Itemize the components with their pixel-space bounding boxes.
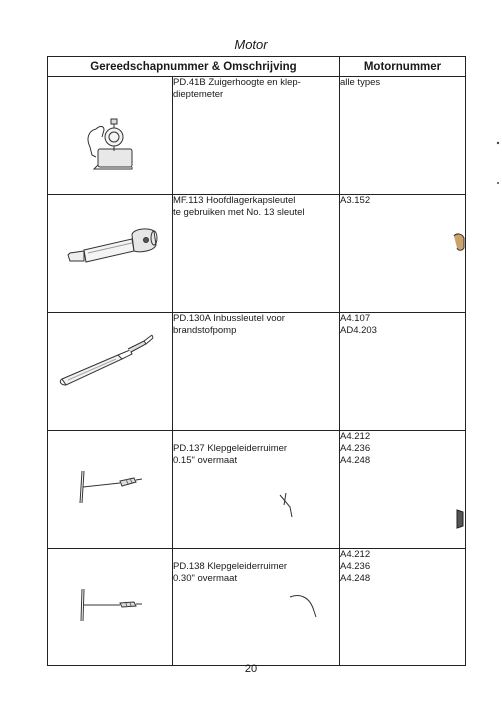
table-row: [48, 549, 466, 666]
table-header-row: [48, 57, 466, 77]
scan-speck: [495, 180, 501, 186]
tool-description: [173, 549, 340, 666]
scan-speck: [495, 140, 501, 146]
engine-numbers: A4.212 A4.236 A4.248: [340, 549, 466, 666]
table-row: [48, 195, 466, 313]
section-title: Motor: [234, 37, 268, 52]
tools-table: [47, 56, 466, 666]
page-number: 20: [244, 663, 258, 675]
piston-height-gauge-icon: [48, 77, 173, 194]
tool-description: [173, 431, 340, 549]
engine-numbers: A3.152: [340, 195, 466, 313]
tool-image-cell: [48, 549, 173, 666]
pen-mark: [278, 491, 298, 519]
header-engine: Motornummer: [340, 57, 466, 77]
valve-guide-reamer-icon: [48, 431, 173, 548]
tool-image-cell: [48, 313, 173, 431]
tool-image-cell: [48, 195, 173, 313]
header-tool: Gereedschapnummer & Omschrijving: [48, 57, 340, 77]
paper-clip-mark: [454, 508, 466, 530]
tool-description-text: PD.138 Klepgeleiderruimer 0.30" overmaat: [173, 561, 288, 584]
valve-guide-reamer-icon: [48, 549, 173, 666]
table-row: [48, 431, 466, 549]
table-row: [48, 77, 466, 195]
tool-description-text: PD.137 Klepgeleiderruimer 0.15" overmaat: [173, 443, 288, 466]
engine-numbers: A4.212 A4.236 A4.248: [340, 431, 466, 549]
pen-mark: [288, 591, 318, 619]
tool-description: MF.113 Hoofdlagerkapsleutel te gebruiken met No. 13 sleutel: [173, 195, 340, 313]
table-row: [48, 313, 466, 431]
bearing-cap-wrench-icon: [48, 195, 173, 312]
paper-clip-mark: [452, 232, 468, 252]
tool-image-cell: [48, 77, 173, 195]
engine-numbers: alle types: [340, 77, 466, 195]
tool-description: PD.41B Zuigerhoogte en klep- dieptemeter: [173, 77, 340, 195]
allen-key-icon: [48, 313, 173, 430]
engine-numbers: A4.107 AD4.203: [340, 313, 466, 431]
tool-image-cell: [48, 431, 173, 549]
tool-description: PD.130A Inbussleutel voor brandstofpomp: [173, 313, 340, 431]
